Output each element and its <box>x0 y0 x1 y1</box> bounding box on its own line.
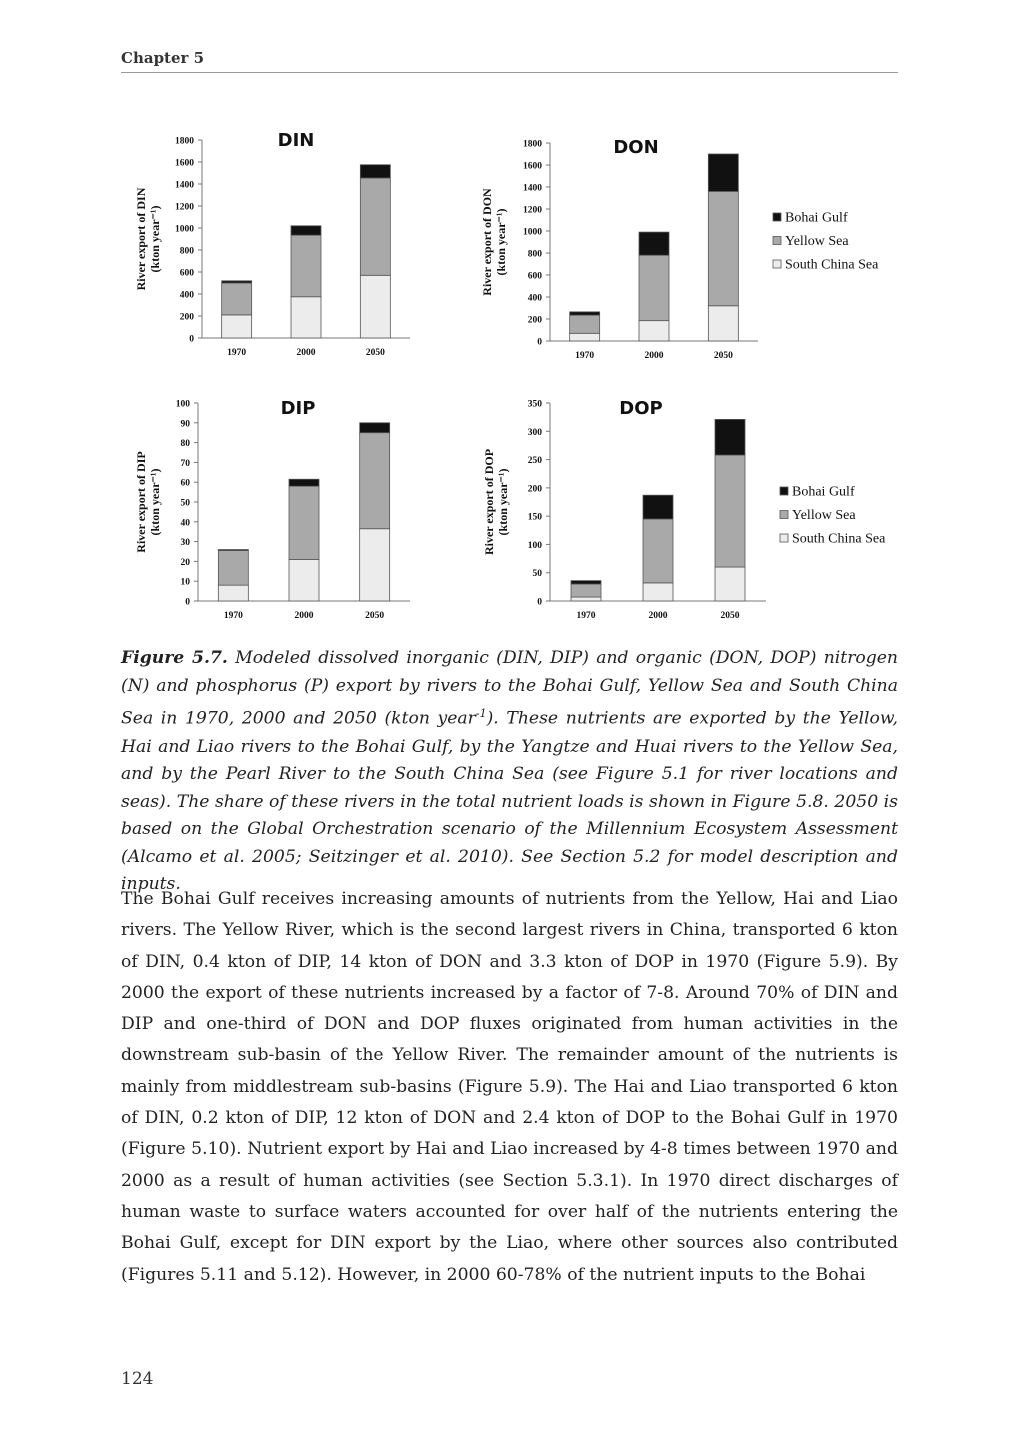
din-y-axis-title-line2: (kton year⁻¹) <box>148 205 162 273</box>
don-chart-title: DON <box>613 137 659 158</box>
dop-bar-2000-bohai-gulf <box>643 495 673 519</box>
dip-y-tick-label: 50 <box>180 498 190 509</box>
dip-y-tick-label: 80 <box>180 439 190 450</box>
dop-bar-1970-south-china-sea <box>571 597 601 601</box>
dip-bar-2050-yellow-sea <box>360 433 390 529</box>
don-y-tick-label: 400 <box>527 293 542 304</box>
dip-bar-1970-bohai-gulf <box>218 550 248 551</box>
dip-bar-2050-south-china-sea <box>360 529 390 601</box>
dop-bar-1970-yellow-sea <box>571 584 601 597</box>
don-bar-1970-bohai-gulf <box>570 312 600 315</box>
din-y-tick-label: 600 <box>179 268 194 279</box>
dop-bar-2050-bohai-gulf <box>715 419 745 455</box>
din-y-axis-title-line1: River export of DIN <box>134 187 148 291</box>
don-x-tick-label: 2050 <box>713 351 733 361</box>
din-chart-title: DIN <box>277 130 315 151</box>
don-bar-2050-bohai-gulf <box>708 154 738 191</box>
don-y-tick-label: 1600 <box>523 161 542 172</box>
dop-y-tick-label: 150 <box>527 512 542 523</box>
din-y-axis-title <box>134 187 162 290</box>
don-y-tick-label: 600 <box>527 271 542 282</box>
don-bar-1970-south-china-sea <box>570 333 600 341</box>
din-bar-2000-bohai-gulf <box>291 226 321 235</box>
don-y-tick-label: 1200 <box>523 205 542 216</box>
dop-bar-2000-yellow-sea <box>643 519 673 583</box>
dip-y-tick-label: 20 <box>180 557 190 568</box>
dop-legend-label-south-china-sea: South China Sea <box>792 531 886 547</box>
page-number: 124 <box>121 1369 154 1389</box>
don-y-tick-label: 800 <box>527 249 542 260</box>
don-bar-2000-yellow-sea <box>639 255 669 320</box>
caption-text-1: Modeled dissolved inorganic (DIN, DIP) and organic (DON, DOP) nitrogen (N) and phosphorus (P) export by rivers to the Bohai Gulf, Yellow Sea and South China Sea in 1970, 2000 and 2050 (kton year <box>121 648 898 729</box>
din-y-tick-label: 1000 <box>175 224 194 235</box>
dop-y-tick-label: 0 <box>537 597 542 608</box>
don-y-axis-title-line1: River export of DON <box>480 188 494 296</box>
dip-y-tick-label: 10 <box>180 577 190 588</box>
dop-bar-2050-yellow-sea <box>715 455 745 567</box>
din-chart <box>120 125 420 370</box>
figure-label: Figure 5.7. <box>121 648 228 668</box>
body-paragraph: The Bohai Gulf receives increasing amounts of nutrients from the Yellow, Hai and Liao rivers. The Yellow River, which is the second largest rivers in China, transported 6 kton of DIN, 0.4 kton of DIP, 14 kton of DON and 3.3 kton of DOP in 1970 (Figure 5.9). By 2000 the export of these nutrients increased by a factor of 7-8. Around 70% of DIN and DIP and one-third of DON and DOP fluxes originated from human activities in the downstream sub-basin of the Yellow River. The remainder amount of the nutrients is mainly from middlestream sub-basins (Figure 5.9). The Hai and Liao transported 6 kton of DIN, 0.2 kton of DIP, 12 kton of DON and 2.4 kton of DOP to the Bohai Gulf in 1970 (Figure 5.10). Nutrient export by Hai and Liao increased by 4-8 times between 1970 and 2000 as a result of human activities (see Section 5.3.1). In 1970 direct discharges of human waste to surface waters accounted for over half of the nutrients entering the Bohai Gulf, except for DIN export by the Liao, where other sources also contributed (Figures 5.11 and 5.12). However, in 2000 60-78% of the nutrient inputs to the Bohai <box>121 889 898 1285</box>
dip-bar-2000-south-china-sea <box>289 559 319 601</box>
don-y-axis-title-line2: (kton year⁻¹) <box>494 208 508 276</box>
don-bar-2000-south-china-sea <box>639 321 669 341</box>
dip-x-tick-label: 2050 <box>365 611 385 621</box>
din-bar-2000-yellow-sea <box>291 235 321 297</box>
dop-legend-label-yellow-sea: Yellow Sea <box>792 508 856 523</box>
don-legend-label-yellow-sea: Yellow Sea <box>785 234 849 249</box>
dop-legend-swatch-bohai-gulf <box>780 487 788 495</box>
dip-y-axis-title-line2: (kton year⁻¹) <box>148 468 162 536</box>
don-y-axis-title <box>480 188 508 296</box>
dop-y-axis-title-line2: (kton year⁻¹) <box>496 468 510 536</box>
dop-legend-swatch-yellow-sea <box>780 511 788 519</box>
dop-chart-title: DOP <box>619 398 663 419</box>
dip-bar-1970-south-china-sea <box>218 585 248 601</box>
dip-x-tick-label: 1970 <box>223 611 243 621</box>
dop-bar-2000-south-china-sea <box>643 583 673 601</box>
dip-y-tick-label: 70 <box>180 458 190 469</box>
din-y-tick-label: 1600 <box>175 158 194 169</box>
dop-y-tick-label: 350 <box>527 399 542 410</box>
don-legend-swatch-bohai-gulf <box>773 213 781 221</box>
dip-y-tick-label: 100 <box>175 399 190 410</box>
dip-y-tick-label: 60 <box>180 478 190 489</box>
don-y-tick-label: 1000 <box>523 227 542 238</box>
dop-y-axis-title <box>482 449 510 555</box>
don-legend-label-bohai-gulf: Bohai Gulf <box>785 210 848 226</box>
dip-bar-2000-bohai-gulf <box>289 479 319 486</box>
dop-legend-label-bohai-gulf: Bohai Gulf <box>792 484 855 500</box>
din-bar-1970-bohai-gulf <box>222 281 252 283</box>
dop-y-tick-label: 250 <box>527 456 542 467</box>
don-x-tick-label: 1970 <box>575 351 595 361</box>
don-y-tick-label: 1800 <box>523 139 542 150</box>
don-x-tick-label: 2000 <box>644 351 664 361</box>
don-y-tick-label: 200 <box>527 315 542 326</box>
dop-y-tick-label: 200 <box>527 484 542 495</box>
din-bar-2000-south-china-sea <box>291 297 321 338</box>
dip-y-tick-label: 0 <box>185 597 190 608</box>
don-bar-1970-yellow-sea <box>570 315 600 333</box>
don-y-tick-label: 0 <box>537 337 542 348</box>
din-bar-2050-yellow-sea <box>360 178 390 275</box>
dip-bar-2050-bohai-gulf <box>360 423 390 433</box>
din-y-tick-label: 200 <box>179 312 194 323</box>
din-bar-2050-south-china-sea <box>360 275 390 338</box>
din-bar-1970-yellow-sea <box>222 283 252 315</box>
dip-chart <box>120 390 420 625</box>
dop-x-tick-label: 1970 <box>576 611 596 621</box>
dop-y-tick-label: 100 <box>527 540 542 551</box>
dip-bar-2000-yellow-sea <box>289 486 319 559</box>
dip-y-tick-label: 30 <box>180 538 190 549</box>
din-y-tick-label: 400 <box>179 290 194 301</box>
don-legend-swatch-south-china-sea <box>773 260 781 268</box>
don-legend-swatch-yellow-sea <box>773 237 781 245</box>
dip-y-tick-label: 90 <box>180 419 190 430</box>
dop-y-tick-label: 300 <box>527 427 542 438</box>
caption-text-2: ). These nutrients are exported by the Yellow, Hai and Liao rivers to the Bohai Gulf, by the Yangtze and Huai rivers to the Yellow Sea, and by the Pearl River to the South China Sea (see Figure 5.1 for river locations and seas). The share of these rivers in the total nutrient loads is shown in Figure 5.8. 2050 is based on the Global Orchestration scenario of the Millennium Ecosystem Assessment (Alcamo et al. 2005; Seitzinger et al. 2010). See Section 5.2 for model description and inputs. <box>121 708 898 895</box>
don-bar-2050-yellow-sea <box>708 191 738 305</box>
dop-y-axis-title-line1: River export of DOP <box>482 448 496 556</box>
figure-caption <box>121 645 898 899</box>
dip-bar-1970-yellow-sea <box>218 551 248 586</box>
dip-chart-title: DIP <box>280 398 316 419</box>
dip-y-axis-title-line1: River export of DIP <box>134 451 148 553</box>
dop-x-tick-label: 2000 <box>648 611 668 621</box>
dip-y-tick-label: 40 <box>180 518 190 529</box>
dop-x-tick-label: 2050 <box>720 611 740 621</box>
chapter-label: Chapter 5 <box>121 49 205 67</box>
din-x-tick-label: 2050 <box>365 348 385 358</box>
din-y-tick-label: 1200 <box>175 202 194 213</box>
din-y-tick-label: 1800 <box>175 136 194 147</box>
dop-chart <box>468 390 908 625</box>
caption-superscript: -1 <box>475 707 487 721</box>
din-bar-1970-south-china-sea <box>222 315 252 338</box>
din-y-tick-label: 800 <box>179 246 194 257</box>
dop-legend-swatch-south-china-sea <box>780 534 788 542</box>
dip-y-axis-title <box>134 451 162 552</box>
don-y-tick-label: 1400 <box>523 183 542 194</box>
dop-bar-1970-bohai-gulf <box>571 581 601 584</box>
din-y-tick-label: 0 <box>189 334 194 345</box>
running-header <box>121 48 898 73</box>
din-y-tick-label: 1400 <box>175 180 194 191</box>
din-x-tick-label: 1970 <box>227 348 247 358</box>
dip-x-tick-label: 2000 <box>294 611 314 621</box>
don-chart <box>468 125 908 370</box>
don-legend-label-south-china-sea: South China Sea <box>785 257 879 273</box>
din-x-tick-label: 2000 <box>296 348 316 358</box>
dop-bar-2050-south-china-sea <box>715 567 745 601</box>
don-bar-2000-bohai-gulf <box>639 232 669 255</box>
dop-y-tick-label: 50 <box>532 569 542 580</box>
din-bar-2050-bohai-gulf <box>360 165 390 178</box>
don-bar-2050-south-china-sea <box>708 306 738 341</box>
